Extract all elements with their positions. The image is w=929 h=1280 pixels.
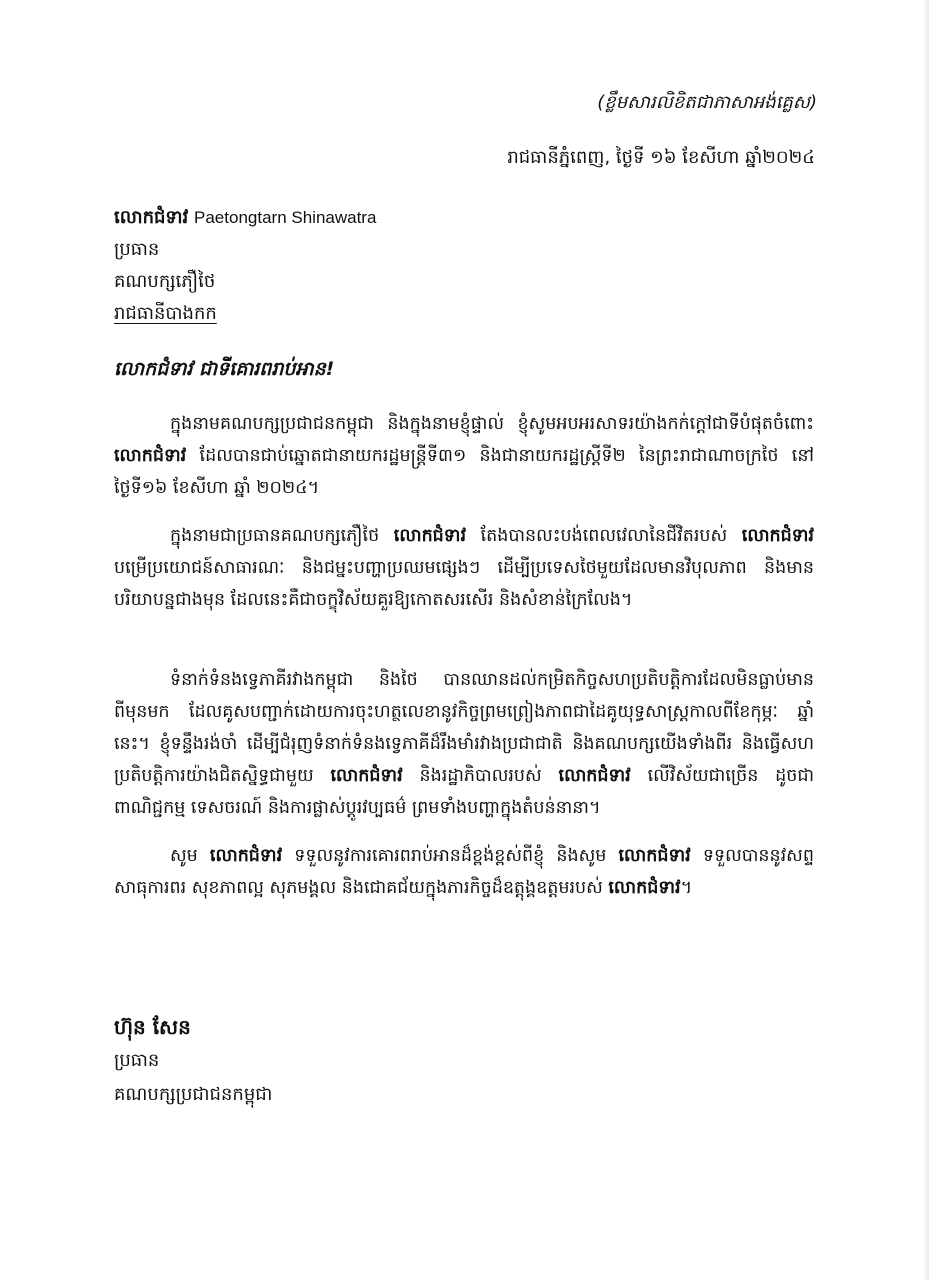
signatory-name: ហ៊ុន សែន [114, 1015, 191, 1039]
recipient-position: ប្រធាន [114, 239, 160, 260]
paragraph-3: ទំនាក់ទំនងទ្វេភាគីរវាងកម្ពុជា និងថៃ បានឈានដល់កម្រិតកិច្ចសហប្រតិបត្តិការដែលមិនធ្លាប់មានពីមុនមក ដែលគូសបញ្ជាក់ដោយការចុះហត្ថលេខានូវកិច្ចព្រមព្រៀងភាពជាដៃគូយុទ្ធសាស្ត្រកាលពីខែកុម្ភៈ ឆ្នាំនេះ។ ខ្ញុំទន្ទឹងរង់ចាំ ដើម្បីជំរុញទំនាក់ទំនងទ្វេភាគីដ៏រឹងមាំរវាងប្រជាជាតិ និងគណបក្សយើងទាំងពីរ និងធ្វើសហប្រតិបត្តិការយ៉ាងជិតស្និទ្ធជាមួយ លោកជំទាវ និងរដ្ឋាភិបាលរបស់ លោកជំទាវ លើវិស័យជាច្រើន ដូចជា ពាណិជ្ជកម្ម ទេសចរណ៍ និងការផ្លាស់ប្ដូរវប្បធម៌ ព្រមទាំងបញ្ហាក្នុងតំបន់នានា។ [114, 670, 814, 818]
signature-block [114, 1010, 272, 1112]
paragraph-1: ក្នុងនាមគណបក្សប្រជាជនកម្ពុជា និងក្នុងនាមខ្ញុំផ្ទាល់ ខ្ញុំសូមអបអរសាទរយ៉ាងកក់ក្ដៅជាទីបំផុតចំពោះ លោកជំទាវ ដែលបានជាប់ឆ្នោតជានាយករដ្ឋមន្ត្រីទី៣១ និងជានាយករដ្ឋស្ត្រីទី២ នៃព្រះរាជាណាចក្រថៃ នៅថ្ងៃទី១៦ ខែសីហា ឆ្នាំ ២០២៤។ [114, 414, 814, 498]
honorific: លោកជំទាវ [330, 766, 403, 786]
recipient-city: រាជធានីបាងកក [114, 303, 217, 324]
honorific: លោកជំទាវ [393, 526, 467, 546]
recipient-block [114, 202, 674, 330]
paragraph-2: ក្នុងនាមជាប្រធានគណបក្សភឿថៃ លោកជំទាវ តែងបានលះបង់ពេលវេលានៃជីវិតរបស់ លោកជំទាវ បម្រើប្រយោជន៍សាធារណៈ និងជម្នះបញ្ហាប្រឈមផ្សេងៗ ដើម្បីប្រទេសថៃមួយដែលមានវិបុលភាព និងមានបរិយាបន្នជាងមុន ដែលនេះគឺជាចក្ខុវិស័យគួរឱ្យកោតសរសើរ និងសំខាន់ក្រៃលែង។ [114, 526, 814, 610]
honorific: លោកជំទាវ [618, 846, 691, 866]
recipient-name-line [114, 202, 674, 234]
paragraph-4: សូម លោកជំទាវ ទទួលនូវការគោរពរាប់អានដ៏ខ្ពង់ខ្ពស់ពីខ្ញុំ និងសូម លោកជំទាវ ទទួលបាននូវសព្ទសាធុការពរ សុខភាពល្អ សុភមង្គល និងជោគជ័យក្នុងភារកិច្ចដ៏ឧត្តុង្គឧត្តមរបស់ លោកជំទាវ។ [114, 846, 814, 898]
signatory-party: គណបក្សប្រជាជនកម្ពុជា [114, 1084, 273, 1105]
dateline: រាជធានីភ្នំពេញ, ថ្ងៃទី ១៦ ខែសីហា ឆ្នាំ២០២៤ [507, 147, 815, 168]
recipient-party: គណបក្សភឿថៃ [114, 271, 216, 292]
salutation: លោកជំទាវ ជាទីគោរពរាប់អាន! [114, 358, 335, 380]
recipient-title: លោកជំទាវ [114, 207, 189, 228]
language-note: (ខ្លឹមសារលិខិតជាភាសាអង់គ្លេស) [597, 92, 817, 113]
signatory-position: ប្រធាន [114, 1050, 160, 1071]
page-edge-shadow [923, 0, 929, 1280]
honorific: លោកជំទាវ [209, 846, 283, 866]
recipient-name: Paetongtarn Shinawatra [194, 208, 377, 227]
honorific: លោកជំទាវ [608, 878, 681, 898]
honorific: លោកជំទាវ [114, 446, 187, 466]
honorific: លោកជំទាវ [558, 766, 631, 786]
letter-body [114, 408, 814, 920]
honorific: លោកជំទាវ [741, 526, 814, 546]
